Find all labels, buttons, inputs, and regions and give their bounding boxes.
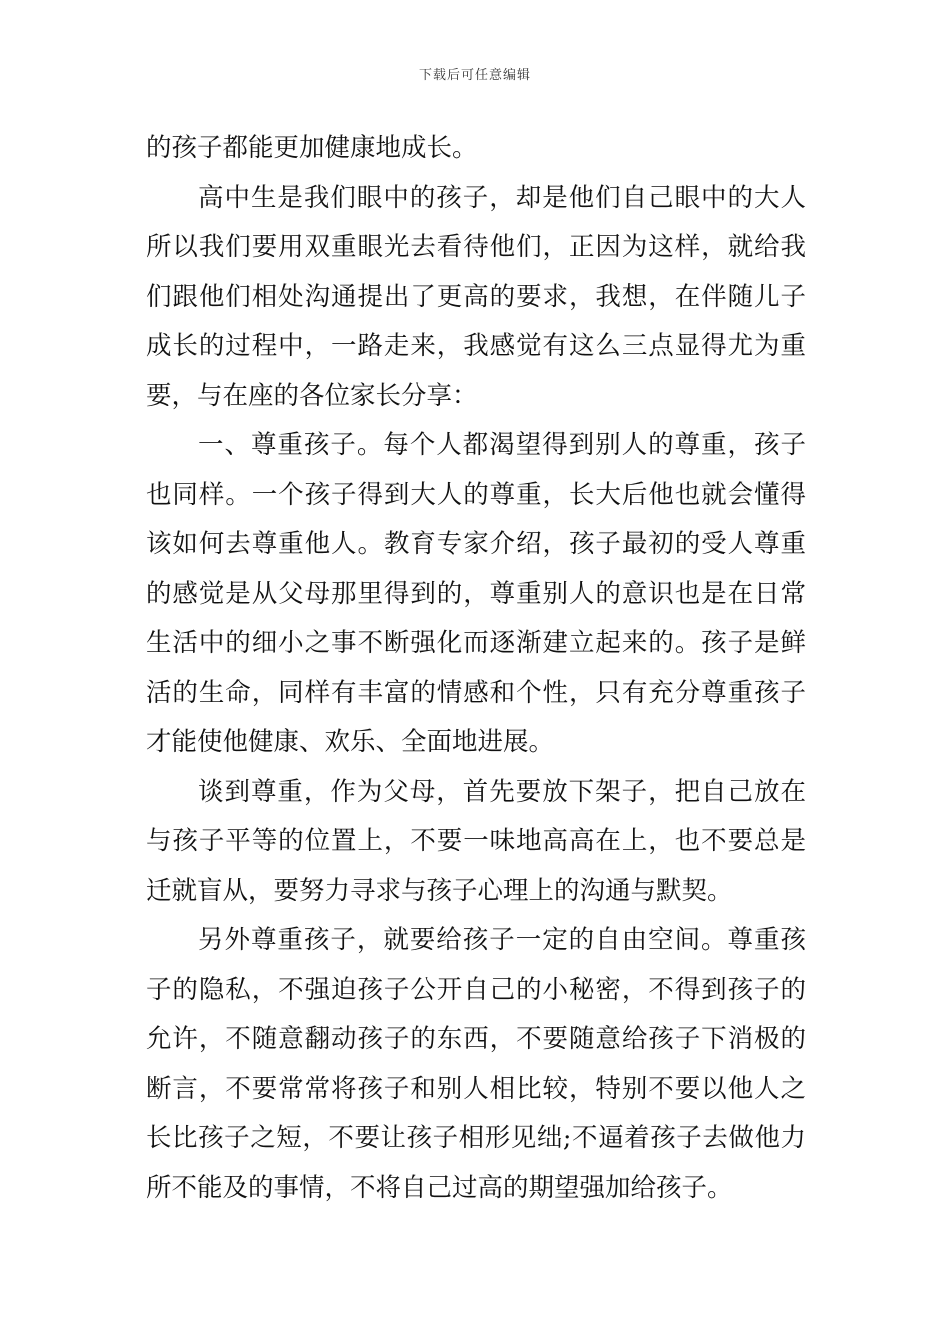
text-line: 所不能及的事情，不将自己过高的期望强加给孩子。 [146,1172,733,1203]
text-line: 成长的过程中，一路走来，我感觉有这么三点显得尤为重 [146,331,806,361]
text-line: 另外尊重孩子，就要给孩子一定的自由空间。尊重孩 [198,925,806,955]
text-line: 迁就盲从，要努力寻求与孩子心理上的沟通与默契。 [146,875,733,906]
text-line: 子的隐私，不强迫孩子公开自己的小秘密，不得到孩子的 [146,974,806,1005]
text-line: 们跟他们相处沟通提出了更高的要求，我想，在伴随儿子 [146,281,806,312]
text-line: 断言，不要常常将孩子和别人相比较，特别不要以他人之 [146,1073,806,1104]
text-line: 活的生命，同样有丰富的情感和个性，只有充分尊重孩子 [146,677,806,708]
text-line: 该如何去尊重他人。教育专家介绍，孩子最初的受人尊重 [146,529,806,559]
document-body [146,124,806,1213]
text-line: 生活中的细小之事不断强化而逐渐建立起来的。孩子是鲜 [146,628,806,658]
text-line: 谈到尊重，作为父母，首先要放下架子，把自己放在 [198,776,806,807]
text-line: 也同样。一个孩子得到大人的尊重，长大后他也就会懂得 [146,479,806,510]
text-line: 允许，不随意翻动孩子的东西，不要随意给孩子下消极的 [146,1024,806,1054]
text-line: 要，与在座的各位家长分享： [146,380,478,411]
page-header: 下载后可任意编辑 [418,68,531,83]
text-line: 的孩子都能更加健康地成长。 [146,133,478,163]
text-line: 一、尊重孩子。每个人都渴望得到别人的尊重，孩子 [198,430,806,460]
text-line: 才能使他健康、欢乐、全面地进展。 [146,727,555,757]
text-line: 长比孩子之短，不要让孩子相形见绌;不逼着孩子去做他力 [146,1123,806,1153]
text-line: 的感觉是从父母那里得到的，尊重别人的意识也是在日常 [146,578,806,609]
text-line: 高中生是我们眼中的孩子，却是他们自己眼中的大人 [198,182,806,213]
text-line: 所以我们要用双重眼光去看待他们，正因为这样，就给我 [146,232,806,262]
text-line: 与孩子平等的位置上，不要一味地高高在上，也不要总是 [146,826,806,856]
